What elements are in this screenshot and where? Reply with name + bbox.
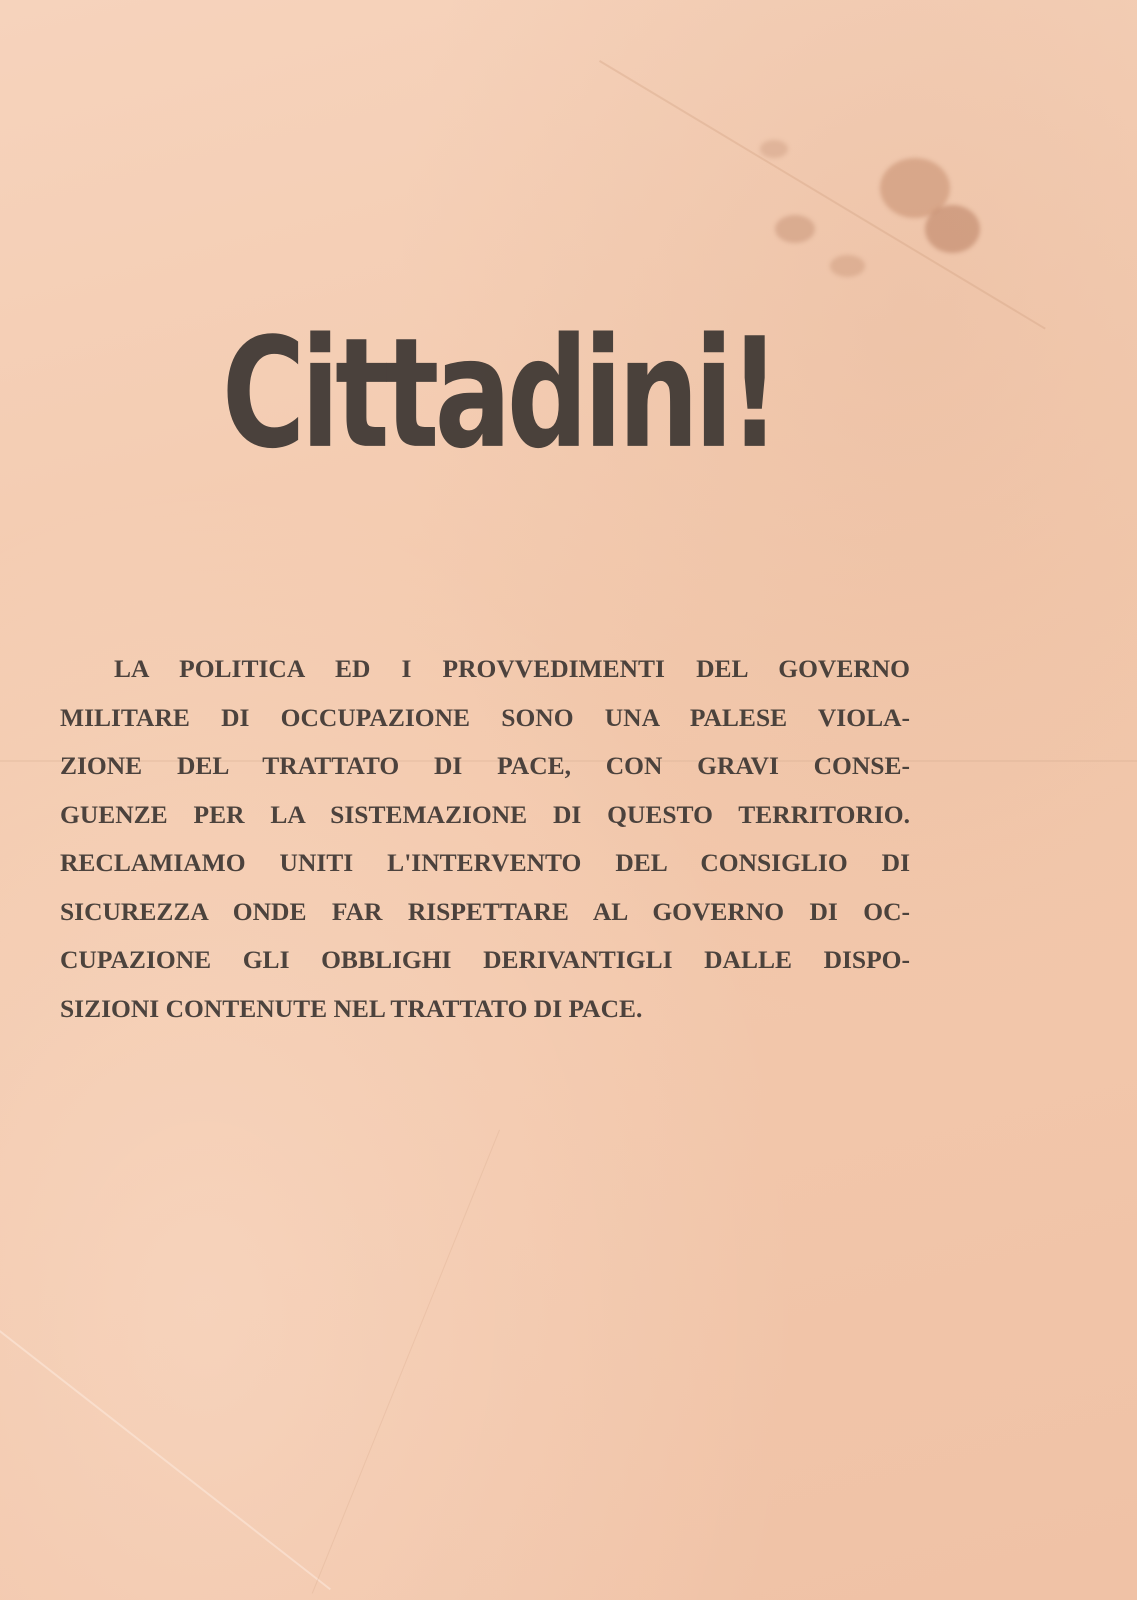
text-line: SIZIONI CONTENUTE NEL TRATTATO DI PACE.	[60, 993, 643, 1023]
water-stain	[760, 140, 788, 158]
proclamation-text	[60, 645, 910, 1033]
headline: Cittadini!	[221, 305, 776, 483]
water-stain	[925, 205, 980, 253]
paper-crease	[0, 1330, 331, 1590]
water-stain	[830, 255, 865, 277]
water-stain	[775, 215, 815, 243]
text-line: RECLAMIAMO UNITI L'INTERVENTO DEL CONSIGLIO DI	[60, 848, 910, 877]
text-line: LA POLITICA ED I PROVVEDIMENTI DEL GOVERNO	[114, 654, 910, 683]
text-line: SICUREZZA ONDE FAR RISPETTARE AL GOVERNO DI OC-	[60, 896, 910, 926]
text-line: MILITARE DI OCCUPAZIONE SONO UNA PALESE VIOLA-	[60, 702, 910, 732]
text-line: CUPAZIONE GLI OBBLIGHI DERIVANTIGLI DALLE DISPO-	[60, 945, 910, 974]
text-line: GUENZE PER LA SISTEMAZIONE DI QUESTO TERRITORIO.	[60, 799, 910, 829]
text-line: ZIONE DEL TRATTATO DI PACE, CON GRAVI CONSE-	[60, 751, 910, 780]
paper-crease	[312, 1130, 500, 1594]
paper-crease	[599, 60, 1046, 330]
